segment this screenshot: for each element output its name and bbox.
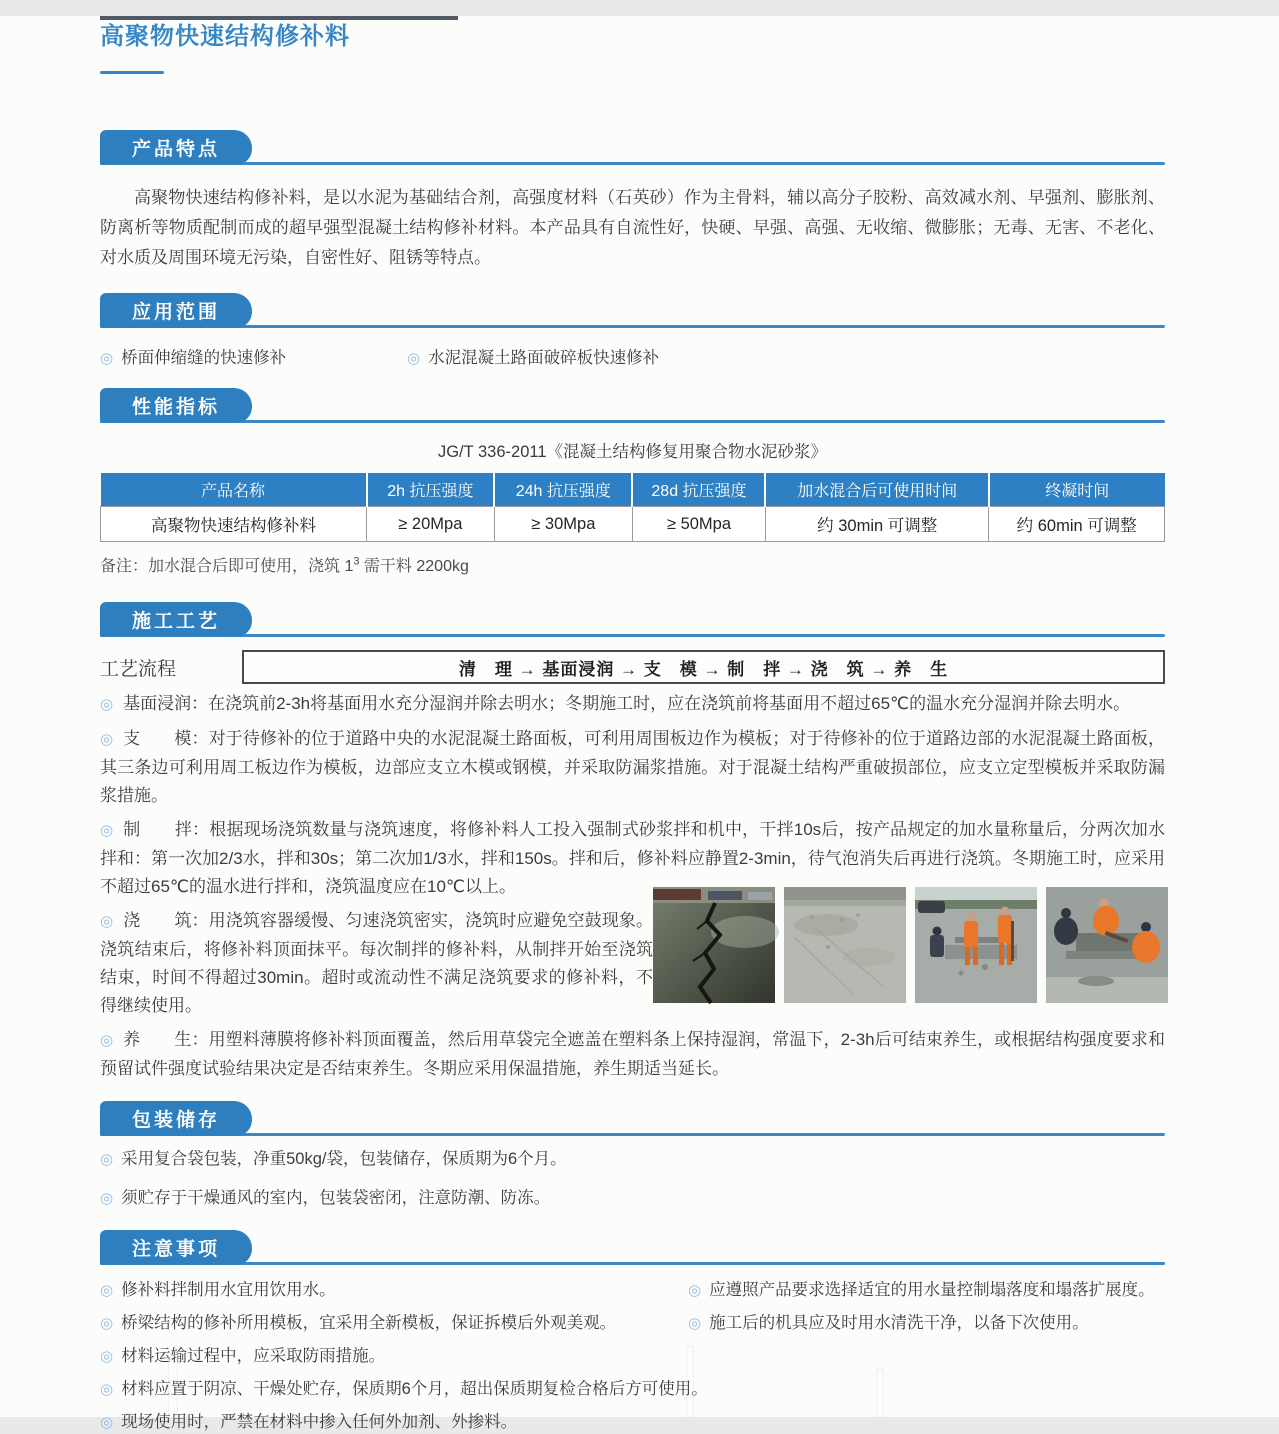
step-label: 浇 筑： [123, 911, 209, 930]
applications-list [100, 344, 1165, 368]
construction-step-pouring [100, 907, 653, 1020]
section-head-performance [100, 388, 1165, 423]
page-title: 高聚物快速结构修补料 [100, 23, 350, 50]
section-rule [100, 420, 1165, 423]
precaution-item [100, 1345, 1165, 1368]
ring-bullet-icon: ◎ [100, 1282, 114, 1299]
table-header-cell: 终凝时间 [989, 473, 1165, 507]
section-rule [100, 1262, 1165, 1265]
ring-bullet-icon: ◎ [100, 731, 114, 748]
road-repair-crew-photo [915, 887, 1037, 1003]
watermark-sketch [168, 1354, 178, 1418]
precautions-list [100, 1279, 1165, 1434]
ring-bullet-icon: ◎ [100, 350, 114, 367]
pouring-repair-material-photo [1046, 887, 1168, 1003]
section-rule [100, 1133, 1165, 1136]
section-head-precautions [100, 1230, 1165, 1265]
section-rule [100, 634, 1165, 637]
note-superscript: 3 [353, 555, 360, 568]
ring-bullet-icon: ◎ [100, 1381, 114, 1398]
section-tab-label: 包装储存 [131, 1110, 220, 1131]
packaging-text: 采用复合袋包装，净重50kg/袋，包装储存，保质期为6个月。 [121, 1150, 567, 1168]
section-head-construction [100, 602, 1165, 637]
standard-reference: JG/T 336-2011《混凝土结构修复用聚合物水泥砂浆》 [437, 443, 828, 461]
section-tab-label: 施工工艺 [131, 611, 220, 632]
precaution-text: 材料运输过程中，应采取防雨措施。 [121, 1347, 386, 1365]
construction-step-formwork [100, 725, 1165, 810]
section-tab-features [100, 130, 252, 165]
section-tab-packaging [100, 1101, 252, 1136]
ring-bullet-icon: ◎ [100, 1151, 114, 1168]
ring-bullet-icon: ◎ [100, 822, 114, 839]
ring-bullet-icon: ◎ [100, 913, 114, 930]
precaution-item [100, 1378, 1165, 1401]
watermark-sketch [686, 1346, 694, 1418]
precaution-text: 修补料拌制用水宜用饮用水。 [121, 1281, 336, 1299]
note-text: 备注：加水混合后即可使用，浇筑 1 [100, 558, 354, 575]
ring-bullet-icon: ◎ [100, 1190, 114, 1207]
step-text: 在浇筑前2-3h将基面用水充分湿润并除去明水；冬期施工时，应在浇筑前将基面用不超过65℃的温水充分湿润并除去明水。 [208, 694, 1131, 713]
application-text: 水泥混凝土路面破碎板快速修补 [428, 349, 660, 367]
table-header-cell: 24h 抗压强度 [494, 473, 632, 507]
concrete-surface-photo [784, 887, 906, 1003]
ring-bullet-icon: ◎ [100, 696, 114, 713]
process-flow-row [100, 650, 1165, 684]
application-item [407, 344, 659, 368]
table-header-cell: 2h 抗压强度 [367, 473, 495, 507]
performance-table [100, 473, 1165, 542]
table-cell-2h-strength: ≥ 20Mpa [367, 507, 495, 542]
construction-step-curing [100, 1026, 1165, 1083]
precaution-item [100, 1279, 688, 1302]
process-flow-label: 工艺流程 [100, 658, 177, 680]
table-row [101, 507, 1165, 542]
top-edge-artifact [100, 16, 458, 20]
application-text: 桥面伸缩缝的快速修补 [121, 349, 287, 367]
cracked-pavement-photo [653, 887, 775, 1003]
step-label: 基面浸润： [123, 694, 209, 713]
section-tab-applications [100, 293, 252, 328]
table-cell-usable-time: 约 30min 可调整 [765, 507, 988, 542]
step-text: 对于待修补的位于道路中央的水泥混凝土路面板，可利用周围板边作为模板；对于待修补的位于道路边部的水泥混凝土路面板，其三条边可利用周工板边作为模板，边部应支立木模或钢模，并采取防漏浆措施。对于混凝土结构严重破损部位，应支立定型模板并采取防漏浆措施。 [100, 729, 1165, 805]
features-paragraph: 高聚物快速结构修补料，是以水泥为基础结合剂，高强度材料（石英砂）作为主骨料，辅以高分子胶粉、高效减水剂、早强剂、膨胀剂、防离析等物质配制而成的超早强型混凝土结构修补材料。本产品具有自流性好，快硬、早强、高强、无收缩、微膨胀；无毒、无害、不老化、对水质及周围环境无污染，自密性好、阻锈等特点。 [100, 188, 1165, 267]
table-header-cell: 加水混合后可使用时间 [765, 473, 988, 507]
construction-step-soaking [100, 690, 1165, 719]
table-header-row [101, 473, 1165, 507]
table-cell-product-name: 高聚物快速结构修补料 [101, 507, 367, 542]
table-header-cell: 产品名称 [101, 473, 367, 507]
process-flow-box: 清 理 → 基面浸润 → 支 模 → 制 拌 → 浇 筑 → 养 生 [242, 650, 1165, 684]
step-label: 养 生： [123, 1030, 209, 1049]
photo-strip [653, 887, 1168, 1003]
product-datasheet-page [0, 16, 1279, 1431]
section-head-features [100, 130, 1165, 165]
table-note [100, 553, 1165, 576]
ring-bullet-icon: ◎ [100, 1414, 114, 1431]
section-tab-label: 性能指标 [131, 397, 220, 418]
step-label: 支 模： [123, 729, 209, 748]
title-underline [100, 71, 164, 74]
ring-bullet-icon: ◎ [407, 350, 421, 367]
section-head-packaging [100, 1101, 1165, 1136]
precaution-text: 应遵照产品要求选择适宜的用水量控制塌落度和塌落扩展度。 [709, 1281, 1155, 1299]
precaution-text: 桥梁结构的修补所用模板，宜采用全新模板，保证拆模后外观美观。 [121, 1314, 617, 1332]
ring-bullet-icon: ◎ [100, 1315, 114, 1332]
precaution-text: 施工后的机具应及时用水清洗干净，以备下次使用。 [709, 1314, 1089, 1332]
precaution-text: 材料应置于阴凉、干燥处贮存，保质期6个月，超出保质期复检合格后方可使用。 [121, 1380, 708, 1398]
step-text: 用塑料薄膜将修补料顶面覆盖，然后用草袋完全遮盖在塑料条上保持湿润，常温下，2-3h后可结束养生，或根据结构强度要求和预留试件强度试验结果决定是否结束养生。冬期应采用保温措施，养生期适当延长。 [100, 1030, 1165, 1078]
step-text: 用浇筑容器缓慢、匀速浇筑密实，浇筑时应避免空鼓现象。浇筑结束后，将修补料顶面抹平。每次制拌的修补料，从制拌开始至浇筑结束，时间不得超过30min。超时或流动性不满足浇筑要求的修补料，不得继续使用。 [100, 911, 653, 1015]
precaution-item [100, 1312, 688, 1335]
watermark-sketch [876, 1368, 884, 1418]
precaution-text: 现场使用时，严禁在材料中掺入任何外加剂、外掺料。 [121, 1413, 518, 1431]
ring-bullet-icon: ◎ [688, 1282, 702, 1299]
ring-bullet-icon: ◎ [688, 1315, 702, 1332]
step-label: 制 拌： [123, 820, 210, 839]
section-rule [100, 162, 1165, 165]
packaging-item [100, 1183, 1165, 1214]
pouring-row [100, 907, 1165, 1020]
precaution-item [100, 1411, 1165, 1434]
packaging-item [100, 1144, 1165, 1175]
section-tab-performance [100, 388, 252, 423]
ring-bullet-icon: ◎ [100, 1032, 114, 1049]
precaution-item [688, 1312, 1165, 1335]
section-tab-label: 应用范围 [131, 302, 220, 323]
section-head-applications [100, 293, 1165, 328]
section-rule [100, 325, 1165, 328]
section-tab-label: 产品特点 [131, 139, 220, 160]
table-header-cell: 28d 抗压强度 [632, 473, 765, 507]
step-text: 根据现场浇筑数量与浇筑速度，将修补料人工投入强制式砂浆拌和机中，干拌10s后，按产品规定的加水量称量后，分两次加水拌和：第一次加2/3水，拌和30s；第二次加1/3水，拌和150s。拌和后，修补料应静置2-3min，待气泡消失后再进行浇筑。冬期施工时，应采用不超过65℃的温水进行拌和，浇筑温度应在10℃以上。 [100, 820, 1165, 896]
ring-bullet-icon: ◎ [100, 1348, 114, 1365]
packaging-text: 须贮存于干燥通风的室内，包装袋密闭，注意防潮、防冻。 [121, 1189, 551, 1207]
application-item [100, 344, 407, 368]
section-tab-construction [100, 602, 252, 637]
note-text: 需干料 2200kg [359, 558, 469, 575]
construction-steps [100, 690, 1165, 1083]
precaution-item [688, 1279, 1165, 1302]
table-cell-final-set-time: 约 60min 可调整 [989, 507, 1165, 542]
table-cell-24h-strength: ≥ 30Mpa [494, 507, 632, 542]
section-tab-label: 注意事项 [131, 1239, 220, 1260]
table-cell-28d-strength: ≥ 50Mpa [632, 507, 765, 542]
section-tab-precautions [100, 1230, 252, 1265]
